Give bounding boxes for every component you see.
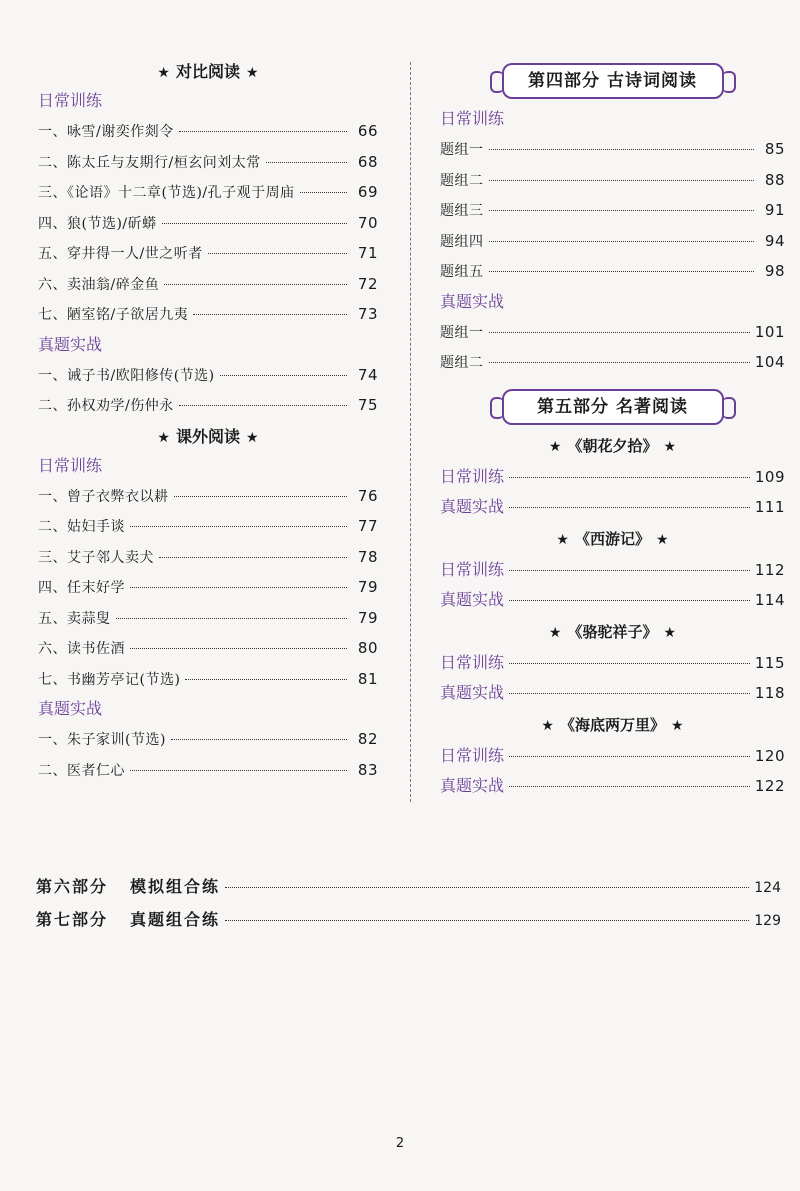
entry-page: 124 <box>754 880 781 896</box>
section-heading <box>38 58 378 86</box>
book-heading <box>440 709 785 741</box>
entry-page: 79 <box>357 578 378 596</box>
dot-leader <box>130 648 347 649</box>
entry-title: 题组二 <box>440 172 484 189</box>
part-number: 第七部分 <box>36 910 109 929</box>
book-heading <box>440 523 785 555</box>
toc-entry[interactable] <box>440 492 785 523</box>
entry-page: 81 <box>357 669 378 688</box>
dot-leader <box>220 375 347 376</box>
dot-leader <box>116 618 348 619</box>
entry-page: 71 <box>357 244 378 262</box>
entry-title: 四、狼(节选)/斫蟒 <box>38 215 157 232</box>
star-icon: ★ <box>157 429 170 446</box>
part-banner: 第五部分 名著阅读 <box>502 389 724 425</box>
toc-entry[interactable] <box>440 165 785 196</box>
toc-entry-part[interactable] <box>36 870 781 903</box>
toc-entry[interactable] <box>38 572 378 603</box>
entry-page: 80 <box>357 639 378 657</box>
entry-title: 题组四 <box>440 233 484 250</box>
section-title: 《海底两万里》 <box>559 715 665 734</box>
star-icon: ★ <box>157 65 170 81</box>
toc-entry[interactable] <box>440 317 785 348</box>
toc-entry[interactable] <box>440 256 785 287</box>
entry-page: 70 <box>357 213 378 232</box>
entry-page: 72 <box>357 274 378 293</box>
entry-page: 129 <box>754 913 781 929</box>
entry-title: 二、医者仁心 <box>38 762 125 779</box>
entry-title: 二、孙权劝学/伤仲永 <box>38 398 174 414</box>
dot-leader <box>225 887 749 888</box>
toc-entry[interactable] <box>38 390 378 421</box>
toc-entry[interactable] <box>440 648 785 679</box>
entry-page: 85 <box>764 140 785 158</box>
section-title: 对比阅读 <box>175 62 240 81</box>
toc-entry[interactable] <box>440 134 785 165</box>
dot-leader <box>509 663 750 664</box>
toc-entry[interactable] <box>38 177 378 208</box>
star-icon: ★ <box>541 717 554 734</box>
toc-entry[interactable] <box>440 195 785 226</box>
entry-page: 75 <box>357 396 378 414</box>
dot-leader <box>489 149 755 150</box>
entry-page: 98 <box>764 262 785 280</box>
entry-title: 二、姑妇手谈 <box>38 519 125 535</box>
dot-leader <box>171 739 347 740</box>
toc-entry[interactable] <box>38 724 378 755</box>
entry-title: 真题实战 <box>440 683 505 702</box>
toc-entry[interactable] <box>440 347 785 378</box>
dot-leader <box>164 284 347 285</box>
entry-page: 112 <box>754 560 785 579</box>
entry-page: 68 <box>357 152 378 171</box>
entry-page: 69 <box>357 183 378 201</box>
entry-title: 四、任末好学 <box>38 580 125 596</box>
entry-title <box>36 903 220 936</box>
subsection-label: 真题实战 <box>440 291 505 311</box>
entry-page: 120 <box>754 746 785 765</box>
entry-page: 76 <box>357 486 378 505</box>
entry-page: 77 <box>357 517 378 535</box>
dot-leader <box>509 600 750 601</box>
dot-leader <box>489 241 755 242</box>
toc-entry[interactable] <box>38 664 378 695</box>
entry-page: 118 <box>754 684 785 702</box>
entry-page: 78 <box>357 547 378 566</box>
part-number: 第六部分 <box>36 877 109 896</box>
right-column <box>440 58 785 802</box>
star-icon: ★ <box>556 531 569 548</box>
entry-page: 104 <box>754 353 785 371</box>
dot-leader <box>489 271 755 272</box>
entry-page: 82 <box>357 730 378 748</box>
star-icon: ★ <box>548 438 562 455</box>
entry-title: 日常训练 <box>440 652 505 672</box>
entry-title: 真题实战 <box>440 590 505 609</box>
dot-leader <box>162 223 347 224</box>
left-column <box>38 58 378 785</box>
section-title: 《朝花夕拾》 <box>567 436 658 455</box>
entry-page: 94 <box>764 231 785 250</box>
dot-leader <box>130 526 347 527</box>
entry-page: 101 <box>754 322 785 341</box>
toc-entry[interactable] <box>38 238 378 269</box>
entry-page: 88 <box>764 170 785 189</box>
entry-title: 题组五 <box>440 264 484 280</box>
toc-entry[interactable] <box>440 462 785 493</box>
dot-leader <box>509 693 750 694</box>
dot-leader <box>130 770 347 771</box>
entry-page: 122 <box>754 777 785 795</box>
dot-leader <box>208 253 347 254</box>
part-banner-wrap <box>440 58 785 104</box>
dot-leader <box>185 679 347 680</box>
dot-leader <box>300 192 347 193</box>
entry-title: 真题实战 <box>440 497 505 516</box>
entry-title: 日常训练 <box>440 559 505 579</box>
toc-entry[interactable] <box>38 147 378 178</box>
star-icon: ★ <box>663 624 677 641</box>
toc-entry[interactable] <box>440 555 785 586</box>
section-title: 《西游记》 <box>574 529 650 548</box>
star-icon: ★ <box>246 65 259 81</box>
toc-entry[interactable] <box>38 481 378 512</box>
entry-title: 二、陈太丘与友期行/桓玄问刘太常 <box>38 154 261 171</box>
toc-entry[interactable] <box>38 116 378 147</box>
entry-page: 111 <box>754 498 785 516</box>
entry-title: 六、读书佐酒 <box>38 641 125 657</box>
dot-leader <box>193 314 347 315</box>
dot-leader <box>509 570 750 571</box>
subsection-label: 日常训练 <box>38 455 103 475</box>
toc-entry[interactable] <box>440 585 785 616</box>
dot-leader <box>225 920 749 921</box>
subsection-label: 日常训练 <box>38 91 103 110</box>
part-banner-wrap <box>440 384 785 430</box>
dot-leader <box>489 332 750 333</box>
bottom-parts <box>36 870 781 936</box>
book-heading <box>440 430 785 462</box>
part-banner: 第四部分 古诗词阅读 <box>502 63 724 99</box>
dot-leader <box>509 507 750 508</box>
dot-leader <box>179 131 347 132</box>
star-icon: ★ <box>671 717 684 734</box>
entry-title: 题组一 <box>440 324 484 341</box>
entry-title: 题组二 <box>440 355 484 371</box>
star-icon: ★ <box>663 438 677 455</box>
star-icon: ★ <box>548 624 562 641</box>
toc-entry[interactable] <box>38 542 378 573</box>
dot-leader <box>509 786 750 787</box>
entry-title: 日常训练 <box>440 466 505 486</box>
entry-page: 66 <box>357 122 378 140</box>
star-icon: ★ <box>656 531 669 548</box>
subsection-label: 真题实战 <box>38 334 103 354</box>
entry-title: 题组一 <box>440 142 484 158</box>
entry-title: 七、陋室铭/子欲居九夷 <box>38 307 189 323</box>
entry-title: 三、《论语》十二章(节选)/孔子观于周庙 <box>38 185 295 201</box>
entry-title: 七、书幽芳亭记(节选) <box>38 671 181 688</box>
toc-entry[interactable] <box>38 208 378 239</box>
entry-page: 79 <box>357 608 378 627</box>
dot-leader <box>509 477 750 478</box>
dot-leader <box>159 557 347 558</box>
entry-page: 115 <box>754 653 785 672</box>
subsection-label: 日常训练 <box>440 109 505 128</box>
book-heading <box>440 616 785 648</box>
entry-page: 91 <box>764 201 785 219</box>
dot-leader <box>509 756 750 757</box>
toc-entry[interactable] <box>440 678 785 709</box>
section-title: 《骆驼祥子》 <box>567 622 658 641</box>
part-title: 真题组合练 <box>130 910 221 929</box>
entry-title: 三、艾子邻人卖犬 <box>38 549 154 566</box>
toc-entry[interactable] <box>38 360 378 391</box>
section-title: 课外阅读 <box>175 426 240 446</box>
entry-title: 五、卖蒜叟 <box>38 610 111 627</box>
part-title: 模拟组合练 <box>130 877 221 896</box>
toc-entry[interactable] <box>38 269 378 300</box>
entry-page: 114 <box>754 591 785 609</box>
entry-title <box>36 870 220 903</box>
entry-title: 一、朱子家训(节选) <box>38 732 166 748</box>
entry-page: 83 <box>357 760 378 779</box>
dot-leader <box>489 180 755 181</box>
star-icon: ★ <box>246 429 259 446</box>
toc-entry[interactable] <box>440 741 785 772</box>
entry-title: 五、穿井得一人/世之听者 <box>38 246 203 262</box>
entry-title: 六、卖油翁/碎金鱼 <box>38 276 160 293</box>
entry-page: 73 <box>357 305 378 323</box>
entry-page: 74 <box>357 365 378 384</box>
dot-leader <box>489 210 755 211</box>
dot-leader <box>130 587 347 588</box>
toc-entry[interactable] <box>38 755 378 786</box>
entry-title: 一、咏雪/谢奕作剡令 <box>38 124 174 140</box>
section-heading <box>38 423 378 451</box>
toc-entry-part[interactable] <box>36 903 781 936</box>
entry-title: 真题实战 <box>440 776 505 795</box>
dot-leader <box>179 405 347 406</box>
toc-entry[interactable] <box>38 603 378 634</box>
subsection-label: 真题实战 <box>38 699 103 718</box>
entry-title: 一、诫子书/欧阳修传(节选) <box>38 367 215 384</box>
entry-title: 一、曾子衣弊衣以耕 <box>38 488 169 505</box>
column-divider <box>410 62 411 802</box>
dot-leader <box>266 162 347 163</box>
entry-title: 日常训练 <box>440 745 505 765</box>
toc-entry[interactable] <box>440 771 785 802</box>
toc-entry[interactable] <box>38 511 378 542</box>
page-number: 2 <box>395 1136 405 1151</box>
toc-entry[interactable] <box>38 633 378 664</box>
toc-entry[interactable] <box>440 226 785 257</box>
dot-leader <box>174 496 348 497</box>
toc-entry[interactable] <box>38 299 378 330</box>
entry-page: 109 <box>754 467 785 486</box>
entry-title: 题组三 <box>440 203 484 219</box>
dot-leader <box>489 362 750 363</box>
